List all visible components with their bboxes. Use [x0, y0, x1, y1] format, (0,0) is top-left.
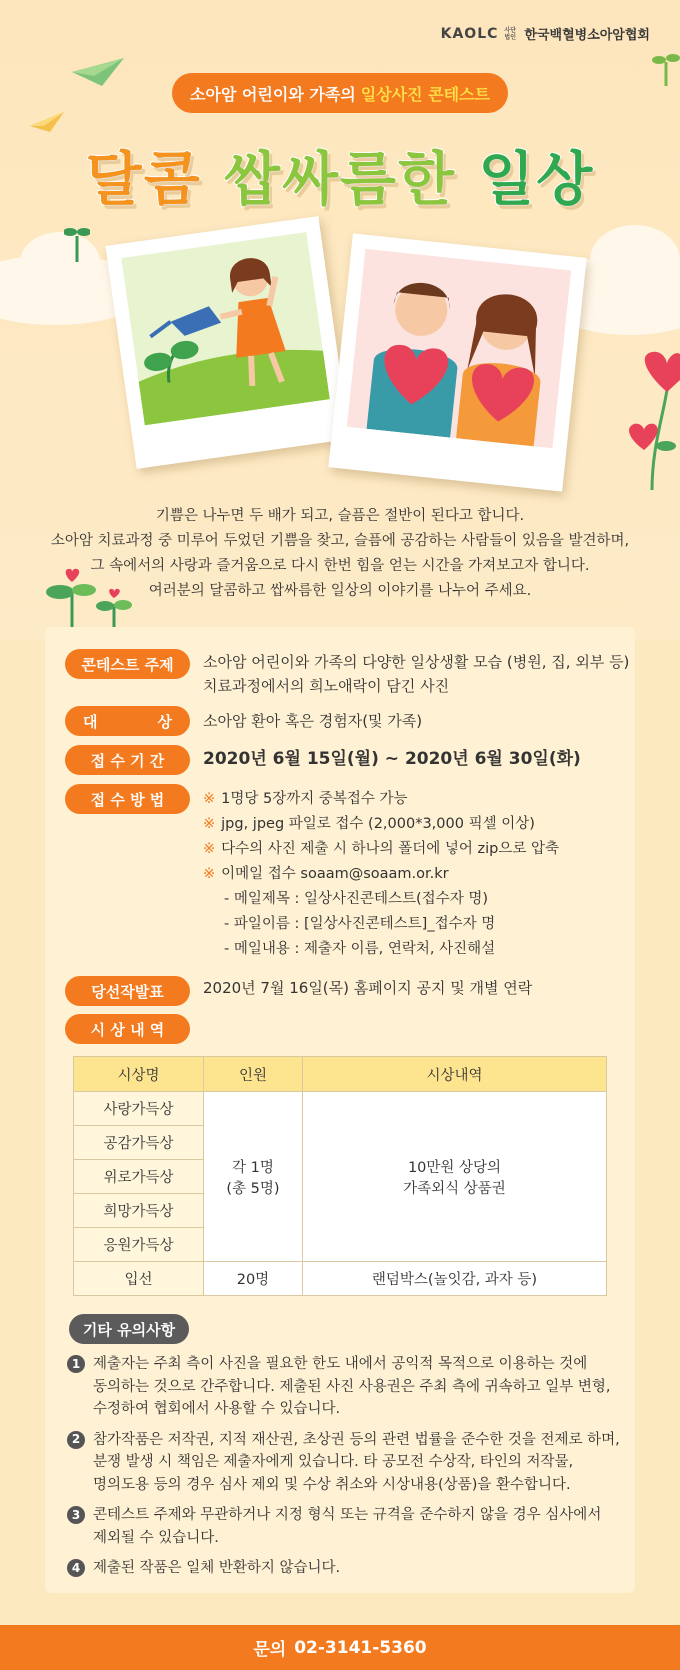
table-header-row: [74, 1057, 607, 1092]
method-subitem: - 메일제목 : 일상사진콘테스트(접수자 명): [224, 891, 488, 907]
note-line: 제외될 수 있습니다.: [93, 1529, 219, 1546]
award-prize: [302, 1092, 606, 1262]
count-line-2: (총 5명): [226, 1180, 280, 1197]
couple-hearts-illustration: [347, 249, 572, 449]
note-line: 제출된 작품은 일체 반환하지 않습니다.: [93, 1560, 341, 1576]
note-line: 명의도용 등의 경우 심사 제외 및 수상 취소와 시상내용(상품)을 환수합니다.: [93, 1476, 571, 1493]
target-label-a: 대: [83, 712, 98, 731]
award-count: [203, 1092, 302, 1262]
method-subitem: - 파일이름 : [일상사진콘테스트]_접수자 명: [224, 916, 496, 932]
note-mark: ※: [203, 791, 216, 807]
award-count: 20명: [203, 1262, 302, 1296]
note-line: 참가작품은 저작권, 지적 재산권, 초상권 등의 관련 법률을 준수한 것을 전제로 하며,: [93, 1431, 620, 1448]
note-item: [67, 1353, 622, 1421]
method-item: ※ 다수의 사진 제출 시 하나의 폴더에 넣어 zip으로 압축: [203, 841, 560, 857]
header-award-name: 시상명: [74, 1057, 204, 1092]
table-row: [74, 1262, 607, 1296]
award-name: 희망가득상: [74, 1194, 204, 1228]
sprout-right-icon: [652, 50, 680, 86]
target-label: [65, 706, 190, 736]
photo-girl-watering: [105, 216, 349, 469]
theme-line-2: 치료과정에서의 희노애락이 담긴 사진: [203, 677, 450, 695]
award-name: 공감가득상: [74, 1126, 204, 1160]
contact-label: 문의: [253, 1640, 287, 1660]
note-mark: ※: [203, 841, 216, 857]
method-subitem: - 메일내용 : 제출자 이름, 연락처, 사진해설: [224, 941, 496, 957]
award-name: 사랑가득상: [74, 1092, 204, 1126]
title-part-3: 일상: [478, 145, 595, 213]
announce-value: 2020년 7월 16일(목) 홈페이지 공지 및 개별 연락: [203, 979, 533, 997]
note-mark: ※: [203, 816, 216, 832]
note-number: 1: [67, 1355, 85, 1373]
intro-line: 여러분의 달콤하고 쌉싸름한 일상의 이야기를 나누어 주세요.: [148, 583, 532, 599]
theme-line-1: 소아암 어린이와 가족의 다양한 일상생활 모습 (병원, 집, 외부 등): [203, 653, 630, 671]
paper-plane-small-icon: [30, 112, 64, 132]
award-prize: 랜덤박스(놀잇감, 과자 등): [302, 1262, 606, 1296]
prize-line-2: 가족외식 상품권: [403, 1180, 506, 1197]
intro-line: 소아암 치료과정 중 미루어 두었던 기쁨을 찾고, 슬픔에 공감하는 사람들이 있음을 발견하며,: [50, 533, 630, 549]
contact-footer[interactable]: [0, 1625, 680, 1670]
target-label-b: 상: [157, 712, 172, 731]
note-item: [67, 1557, 622, 1580]
note-line: 콘테스트 주제와 무관하거나 지정 형식 또는 규격을 준수하지 않을 경우 심사에서: [93, 1507, 602, 1523]
note-number: 4: [67, 1559, 85, 1577]
notes-list: [67, 1353, 622, 1588]
header-count: 인원: [203, 1057, 302, 1092]
contest-subtitle-pill: [172, 73, 508, 113]
contact-phone[interactable]: 02-3141-5360: [294, 1637, 427, 1658]
awards-table: [73, 1056, 607, 1296]
note-number: 2: [67, 1431, 85, 1449]
org-name: 한국백혈병소아암협회: [524, 28, 650, 43]
period-label: 접 수 기 간: [65, 745, 190, 775]
prize-line-1: 10만원 상당의: [407, 1159, 502, 1176]
intro-text: [0, 504, 680, 604]
method-label: 접 수 방 법: [65, 784, 190, 814]
award-name: 응원가득상: [74, 1228, 204, 1262]
logo-small-text: 사단법인: [504, 26, 516, 41]
count-line-1: 각 1명: [232, 1159, 274, 1176]
method-item: ※ jpg, jpeg 파일로 접수 (2,000*3,000 픽셀 이상): [203, 816, 535, 832]
method-item: ※ 이메일 접수 soaam@soaam.or.kr: [203, 866, 449, 882]
note-line: 동의하는 것으로 간주합니다. 제출된 사진 사용권은 주최 측에 귀속하고 일부 변형,: [93, 1378, 611, 1395]
note-line: 수정하여 협회에서 사용할 수 있습니다.: [93, 1401, 341, 1417]
title-part-2: 쌉싸름한: [223, 145, 457, 213]
target-value: 소아암 환아 혹은 경험자(및 가족): [203, 712, 423, 730]
org-logo[interactable]: [441, 24, 650, 43]
awards-label: 시 상 내 역: [65, 1014, 190, 1044]
pill-highlight: 일상사진 콘테스트: [360, 84, 490, 104]
note-item: [67, 1504, 622, 1549]
announce-label: 당선작발표: [65, 976, 190, 1006]
note-line: 제출자는 주최 측이 사진을 필요한 한도 내에서 공익적 목적으로 이용하는 것에: [93, 1356, 588, 1372]
paper-plane-icon: [72, 58, 124, 86]
cloud-right-2: [590, 225, 680, 295]
pill-prefix: 소아암 어린이와 가족의: [190, 84, 356, 104]
theme-label: 콘테스트 주제: [65, 649, 190, 679]
period-value: 2020년 6월 15일(월) ~ 2020년 6월 30일(화): [203, 749, 581, 769]
page-title: [0, 132, 680, 216]
method-item: ※ 1명당 5장까지 중복접수 가능: [203, 791, 408, 807]
title-part-1: 달콤: [85, 145, 202, 213]
notes-label: 기타 유의사항: [69, 1314, 189, 1344]
note-number: 3: [67, 1506, 85, 1524]
award-name: 입선: [74, 1262, 204, 1296]
photo-couple-hearts: [328, 233, 586, 491]
award-name: 위로가득상: [74, 1160, 204, 1194]
sprout-icon: [64, 222, 90, 262]
header-prize: 시상내역: [302, 1057, 606, 1092]
theme-value: [203, 650, 629, 698]
intro-line: 그 속에서의 사랑과 즐거움으로 다시 한번 힘을 얻는 시간을 가져보고자 합니다.: [90, 558, 590, 574]
note-mark: ※: [203, 866, 216, 882]
note-line: 분쟁 발생 시 책임은 제출자에게 있습니다. 타 공모전 수상작, 타인의 저작물,: [93, 1454, 574, 1470]
note-item: [67, 1429, 622, 1497]
logo-mark: KAOLC: [440, 25, 499, 42]
intro-line: 기쁨은 나누면 두 배가 되고, 슬픔은 절반이 된다고 합니다.: [155, 508, 525, 524]
heart-plant-icon: [622, 350, 680, 490]
girl-watering-illustration: [121, 232, 330, 425]
table-row: [74, 1092, 607, 1126]
method-list: [203, 787, 559, 962]
